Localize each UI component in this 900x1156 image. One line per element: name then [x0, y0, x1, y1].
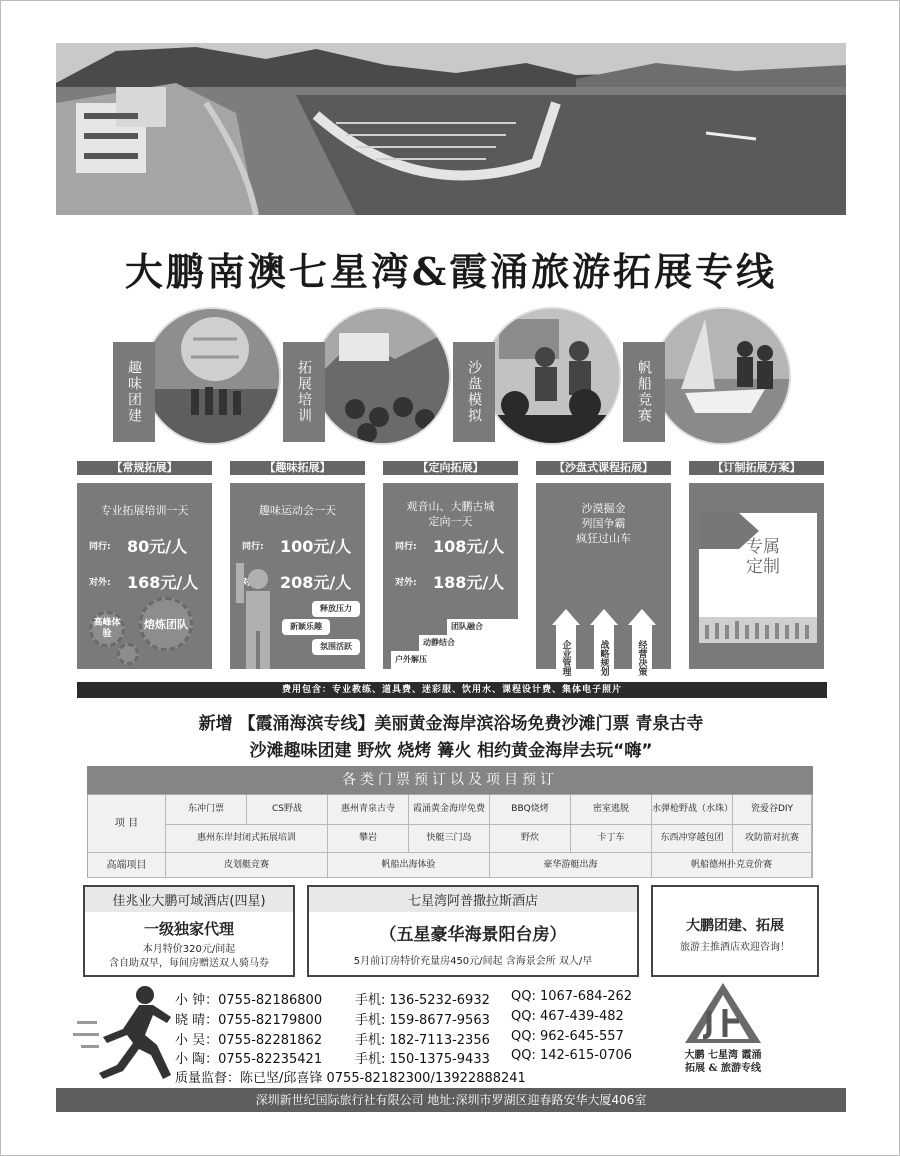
- flag-panel: [699, 513, 817, 643]
- package-desc-line: 定向一天: [428, 515, 473, 528]
- hotel-offer: 本月特价320元/间起: [142, 944, 236, 955]
- package-orienteering: [383, 461, 518, 669]
- table-cell: 皮划艇竞赛: [166, 853, 328, 878]
- logo-text: 大鹏 七星湾 霞涌: [684, 1050, 762, 1061]
- feature-label: 沙盘模拟: [453, 342, 495, 442]
- hotel-box-kayu: [83, 885, 295, 977]
- table-cell: 攀岩: [328, 825, 409, 853]
- hero-photo: [56, 43, 846, 215]
- sailing-photo: [653, 307, 791, 445]
- package-body: [689, 483, 824, 669]
- table-cell: 野炊: [490, 825, 571, 853]
- package-desc-line: 沙漠掘金: [581, 502, 626, 515]
- table-cell: 霞涌黄金海岸免费: [409, 795, 490, 825]
- person-silhouette-icon: [230, 563, 286, 669]
- booking-table: [87, 766, 813, 878]
- hotel-box-apsaras: [307, 885, 639, 977]
- feature-label: 帆船竞赛: [623, 342, 665, 442]
- row-header: 高端项目: [88, 853, 166, 878]
- arrow-up-icon: [590, 609, 618, 691]
- feature-label: 趣味团建: [113, 342, 155, 442]
- peer-label: 同行:: [395, 542, 417, 552]
- contact-mobile: 手机: 182-7113-2356: [355, 1033, 490, 1048]
- promo-line-1: 新增 【霞涌海滨专线】美丽黄金海岸滨浴场免费沙滩门票 青泉古寺: [198, 714, 704, 734]
- contact-row: [175, 989, 633, 1008]
- package-desc-line: 列国争霸: [581, 517, 626, 530]
- contact-qq: QQ: 962-645-557: [511, 1029, 624, 1044]
- public-label: 对外:: [395, 578, 417, 588]
- row-header: 项 目: [88, 795, 166, 853]
- booking-grid: [87, 794, 813, 878]
- public-label: 对外:: [89, 578, 111, 588]
- logo-text: 拓展 & 旅游专线: [685, 1063, 761, 1074]
- package-title: 【沙盘式课程拓展】: [536, 461, 671, 475]
- package-regular: [77, 461, 212, 669]
- flag-text: 专属定制: [746, 537, 780, 577]
- contact-mobile: 手机: 150-1375-9433: [355, 1052, 490, 1067]
- runner-graphic: [73, 981, 177, 1085]
- gear-tag: 熔炼团队: [139, 597, 193, 651]
- arrow-up-icon: [628, 609, 656, 691]
- promo-line-2: 沙滩趣味团建 野炊 烧烤 篝火 相约黄金海岸去玩“嗨”: [249, 741, 653, 761]
- sandtable-photo: [483, 307, 621, 445]
- table-cell: 惠州东岸封闭式拓展培训: [166, 825, 328, 853]
- contact-phone: ：0755-82186800: [205, 993, 323, 1008]
- hotel-offer: 旅游主推酒店欢迎咨询！: [680, 942, 790, 953]
- package-body: [536, 483, 671, 676]
- table-cell: 水弹枪野战（水珠）: [652, 795, 733, 825]
- contact-row: [175, 1048, 633, 1067]
- contact-phone: ：0755-82235421: [205, 1052, 323, 1067]
- table-cell: 快艇三门岛: [409, 825, 490, 853]
- step-label: 团队融合: [447, 619, 518, 635]
- package-desc: 专业拓展培训一天: [100, 504, 189, 517]
- peer-label: 同行:: [89, 542, 111, 552]
- step-label: 动静结合: [419, 635, 518, 651]
- contact-phone: ：0755-82179800: [205, 1013, 323, 1028]
- table-cell: BBQ烧烤: [490, 795, 571, 825]
- package-title: 【趣味拓展】: [230, 461, 365, 475]
- contact-row: [175, 1029, 624, 1048]
- package-fun: [230, 461, 365, 669]
- package-desc: [536, 501, 671, 546]
- hotel-offer: 5月前订房特价充量房450元/间起 含海景会所 双人/早: [353, 956, 593, 967]
- brand-logo: [673, 981, 773, 1085]
- table-cell: 帆船出海体验: [328, 853, 490, 878]
- supervision-line: 质量监督：陈已坚/邱喜锋 0755-82182300/13922888241: [175, 1071, 526, 1086]
- arrow-up-icon: [552, 609, 580, 691]
- feature-team-fun: [113, 307, 283, 447]
- hotel-name: 佳兆业大鹏可域酒店(四星): [85, 887, 293, 912]
- public-price: 168元/人: [127, 573, 199, 592]
- fee-note: 费用包含：专业教练、道具费、迷彩服、饮用水、课程设计费、集体电子照片: [77, 682, 827, 698]
- logo-mark-icon: [683, 981, 763, 1045]
- tag-hexagon: 释放压力: [312, 601, 360, 617]
- tag-hexagon: 新颖乐趣: [282, 619, 330, 635]
- package-sandtable: [536, 461, 671, 676]
- footer-bar: 深圳新世纪国际旅行社有限公司 地址:深圳市罗湖区迎春路安华大厦406室: [56, 1088, 846, 1112]
- training-photo: [313, 307, 451, 445]
- step-label: 户外解压: [391, 651, 518, 669]
- package-desc-line: 观音山、大鹏古城: [406, 500, 495, 513]
- contact-qq: QQ: 142-615-0706: [511, 1048, 633, 1063]
- package-desc-line: 疯狂过山车: [576, 532, 631, 545]
- table-cell: 攻防箭对抗赛: [733, 825, 812, 853]
- contact-name: 晓 晴: [175, 1013, 206, 1028]
- contact-qq: QQ: 467-439-482: [511, 1009, 624, 1024]
- package-body: [77, 483, 212, 669]
- table-cell: 卡丁车: [571, 825, 652, 853]
- package-title: 【定向拓展】: [383, 461, 518, 475]
- table-cell: 惠州青泉古寺: [328, 795, 409, 825]
- gear-icon: [117, 643, 139, 665]
- table-cell: 东西冲穿越包团: [652, 825, 733, 853]
- feature-sailing: [623, 307, 793, 447]
- package-desc: 趣味运动会一天: [259, 504, 336, 517]
- contact-qq: QQ: 1067-684-262: [511, 989, 633, 1004]
- package-custom: [689, 461, 824, 669]
- table-cell: 豪华游艇出海: [490, 853, 652, 878]
- peer-price: 100元/人: [280, 537, 352, 556]
- package-title: 【常规拓展】: [77, 461, 212, 475]
- contact-name: 小 陶: [175, 1052, 206, 1067]
- package-title: 【订制拓展方案】: [689, 461, 824, 475]
- contact-mobile: 手机: 136-5232-6932: [355, 993, 490, 1008]
- contact-name: 小 吴: [175, 1033, 206, 1048]
- hotel-name: 七星湾阿普撒拉斯酒店: [309, 887, 637, 912]
- table-cell: 东冲门票: [166, 795, 247, 825]
- peer-label: 同行:: [242, 542, 264, 552]
- public-price: 208元/人: [280, 573, 352, 592]
- peer-price: 80元/人: [127, 537, 188, 556]
- gear-tag: 高峰体验: [89, 611, 125, 647]
- table-cell: 瓷爱谷DIY: [733, 795, 812, 825]
- hotel-box-consult: [651, 885, 819, 977]
- feature-label: 拓展培训: [283, 342, 325, 442]
- contact-phone: ：0755-82281862: [205, 1033, 323, 1048]
- contact-row: [175, 1009, 624, 1028]
- arrow-label: 战略规划: [594, 625, 614, 691]
- arrow-label: 企业管理: [556, 625, 576, 691]
- hotel-highlight: （五星豪华海景阳台房）: [379, 925, 567, 945]
- table-cell: 帆船德州扑克竞价赛: [652, 853, 812, 878]
- arrow-label: 经营决策: [632, 625, 652, 691]
- flag-icon: [699, 513, 817, 643]
- package-body: [230, 483, 365, 669]
- table-cell: 密室逃脱: [571, 795, 652, 825]
- public-price: 188元/人: [433, 573, 505, 592]
- booking-title: 各类门票预订以及项目预订: [87, 766, 813, 794]
- balloon-photo: [143, 307, 281, 445]
- contact-name: 小 钟: [175, 993, 206, 1008]
- tag-hexagon: 氛围活跃: [312, 639, 360, 655]
- package-body: [383, 483, 518, 669]
- contact-mobile: 手机: 159-8677-9563: [355, 1013, 490, 1028]
- peer-price: 108元/人: [433, 537, 505, 556]
- table-cell: CS野战: [247, 795, 328, 825]
- package-desc: [383, 499, 518, 529]
- main-title: 大鹏南澳七星湾&霞涌旅游拓展专线: [124, 249, 778, 294]
- hotel-highlight: 一级独家代理: [143, 920, 234, 938]
- hotel-highlight: 大鹏团建、拓展: [686, 918, 784, 934]
- feature-sandtable: [453, 307, 623, 447]
- hotel-offer: 含自助双早，每间房赠送双人骑马券: [109, 958, 269, 969]
- feature-training: [283, 307, 453, 447]
